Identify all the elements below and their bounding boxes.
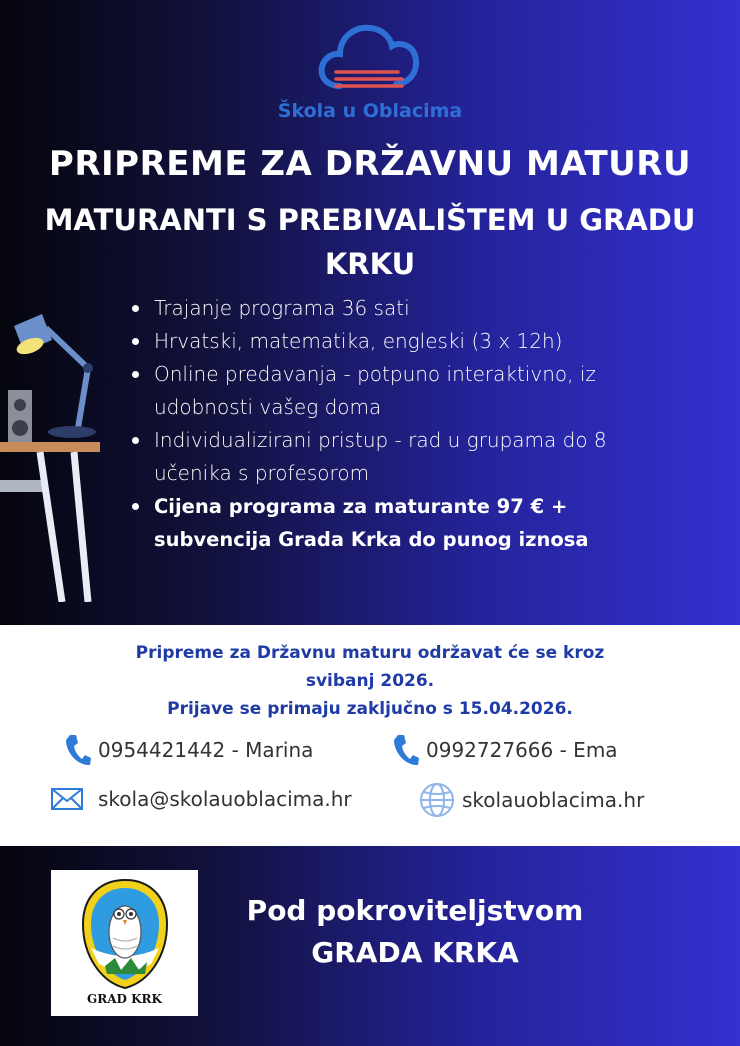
phone-icon [64, 733, 92, 767]
owl-crest-icon [79, 878, 171, 990]
phone-icon [392, 733, 420, 767]
info-line-2: svibanj 2026. [305, 671, 435, 691]
page-subtitle [30, 198, 710, 286]
list-item: Online predavanja - potpuno interaktivno, iz udobnosti vašeg doma [130, 358, 690, 424]
city-crest [51, 870, 198, 1016]
info-line-3: Prijave se primaju zaključno s 15.04.2026. [167, 699, 573, 719]
sponsor-line-2: GRADA KRKA [311, 936, 519, 969]
desk-lamp-icon [0, 310, 110, 602]
price-list-item: Cijena programa za maturante 97 € + subvencija Grada Krka do punog iznosa [130, 490, 690, 556]
envelope-icon [50, 787, 84, 811]
website-url: skolauoblacima.hr [462, 788, 645, 812]
globe-icon [418, 781, 456, 819]
brand-name: Škola u Oblacima [277, 100, 463, 122]
sponsor-line-1: Pod pokroviteljstvom [246, 894, 584, 927]
subtitle-line-2: KRKU [324, 247, 416, 281]
phone-contact-marina[interactable] [64, 733, 313, 767]
page-title: PRIPREME ZA DRŽAVNU MATURU [48, 144, 692, 184]
info-line-1: Pripreme za Državnu maturu održavat će se kroz [135, 643, 605, 663]
list-item: Trajanje programa 36 sati [130, 292, 690, 325]
email-address: skola@skolauoblacima.hr [98, 787, 352, 811]
phone-number-2: 0992727666 - Ema [426, 738, 618, 762]
email-contact[interactable] [50, 787, 352, 811]
list-item: Individualizirani pristup - rad u grupama do 8 učenika s profesorom [130, 424, 690, 490]
phone-contact-ema[interactable] [392, 733, 618, 767]
list-item: Hrvatski, matematika, engleski (3 x 12h) [130, 325, 690, 358]
program-features-list [130, 292, 690, 556]
website-contact[interactable] [418, 781, 644, 819]
crest-label: GRAD KRK [87, 992, 162, 1006]
info-section [0, 625, 740, 846]
subtitle-line-1: MATURANTI S PREBIVALIŠTEM U GRADU [44, 203, 696, 237]
schedule-info [60, 639, 680, 723]
phone-number-1: 0954421442 - Marina [98, 738, 314, 762]
cloud-logo-icon [318, 20, 422, 98]
